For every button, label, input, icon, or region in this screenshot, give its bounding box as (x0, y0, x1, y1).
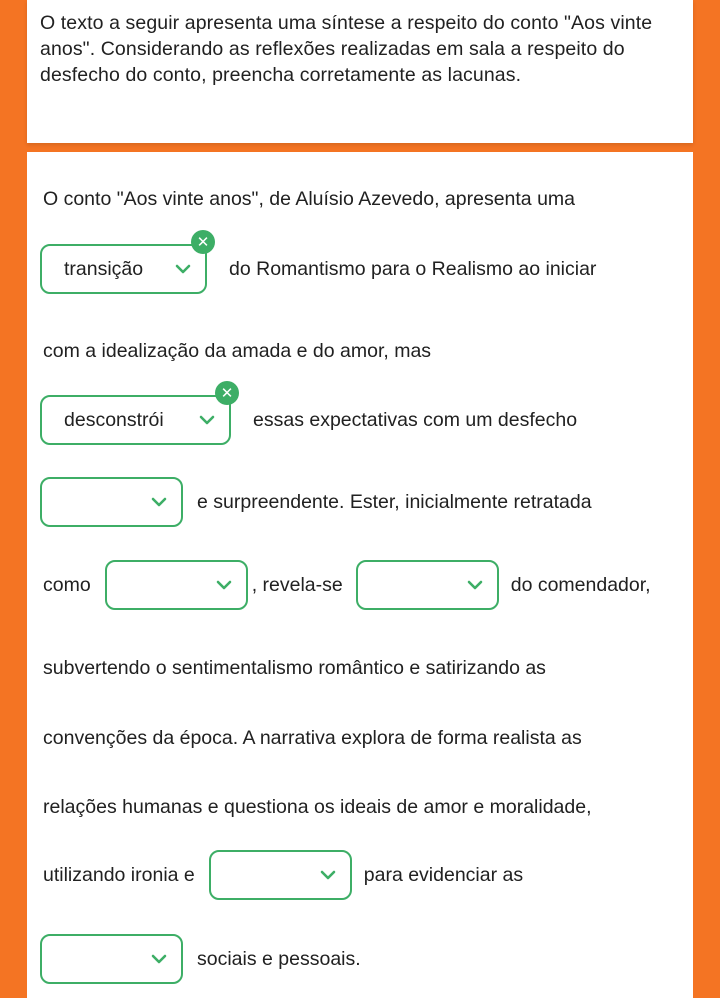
blank-3-dropdown[interactable] (40, 477, 183, 527)
passage-line-7 (43, 653, 693, 683)
line-5-text: e surpreendente. Ester, inicialmente retratada (197, 490, 592, 513)
line-11-text: sociais e pessoais. (197, 947, 361, 970)
passage-line-8 (43, 723, 693, 753)
blank-2-value: desconstrói (64, 408, 164, 431)
line-6-text-b: , revela-se (251, 573, 343, 596)
line-6-text-a: como (43, 573, 91, 596)
blank-1-value: transição (64, 257, 144, 280)
chevron-down-icon (320, 869, 336, 881)
line-10-text-b: para evidenciar as (363, 863, 524, 886)
passage-line-11 (40, 932, 693, 986)
line-8-text: convenções da época. A narrativa explora de forma realista as (43, 726, 582, 749)
passage-line-5 (40, 475, 693, 529)
passage-line-6 (43, 558, 693, 612)
blank-6-dropdown[interactable] (209, 850, 352, 900)
line-9-text: relações humanas e questiona os ideais de amor e moralidade, (43, 795, 592, 818)
passage-line-10 (43, 848, 693, 902)
passage-line-3 (43, 336, 693, 366)
line-1-text: O conto "Aos vinte anos", de Aluísio Azevedo, apresenta uma (43, 187, 576, 210)
chevron-down-icon (151, 953, 167, 965)
passage-line-9 (43, 792, 693, 822)
blank-5-dropdown[interactable] (356, 560, 499, 610)
passage-line-1 (43, 184, 693, 214)
blank-1-dropdown[interactable] (40, 233, 210, 294)
passage-line-4 (40, 384, 693, 447)
blank-4-dropdown[interactable] (105, 560, 248, 610)
line-7-text: subvertendo o sentimentalismo romântico e satirizando as (43, 656, 546, 679)
instruction-card (27, 0, 693, 143)
passage-line-2 (40, 233, 693, 296)
line-10-text-a: utilizando ironia e (43, 863, 195, 886)
line-6-text-c: do comendador, (510, 573, 651, 596)
chevron-down-icon (216, 579, 232, 591)
instruction-text: O texto a seguir apresenta uma síntese a respeito do conto "Aos vinte anos". Considerando as reflexões realizadas em sala a respeito do desfecho do conto, preencha corretamente as lacunas. (40, 12, 653, 86)
blank-7-dropdown[interactable] (40, 934, 183, 984)
blank-2-dropdown[interactable] (40, 384, 234, 445)
line-4-text: essas expectativas com um desfecho (253, 408, 578, 431)
chevron-down-icon (199, 414, 215, 426)
close-icon[interactable]: ✕ (191, 230, 215, 254)
passage-card (27, 152, 693, 998)
chevron-down-icon (175, 263, 191, 275)
line-2-text: do Romantismo para o Realismo ao iniciar (229, 257, 597, 280)
chevron-down-icon (151, 496, 167, 508)
close-icon[interactable]: ✕ (215, 381, 239, 405)
line-3-text: com a idealização da amada e do amor, mas (43, 339, 432, 362)
chevron-down-icon (467, 579, 483, 591)
